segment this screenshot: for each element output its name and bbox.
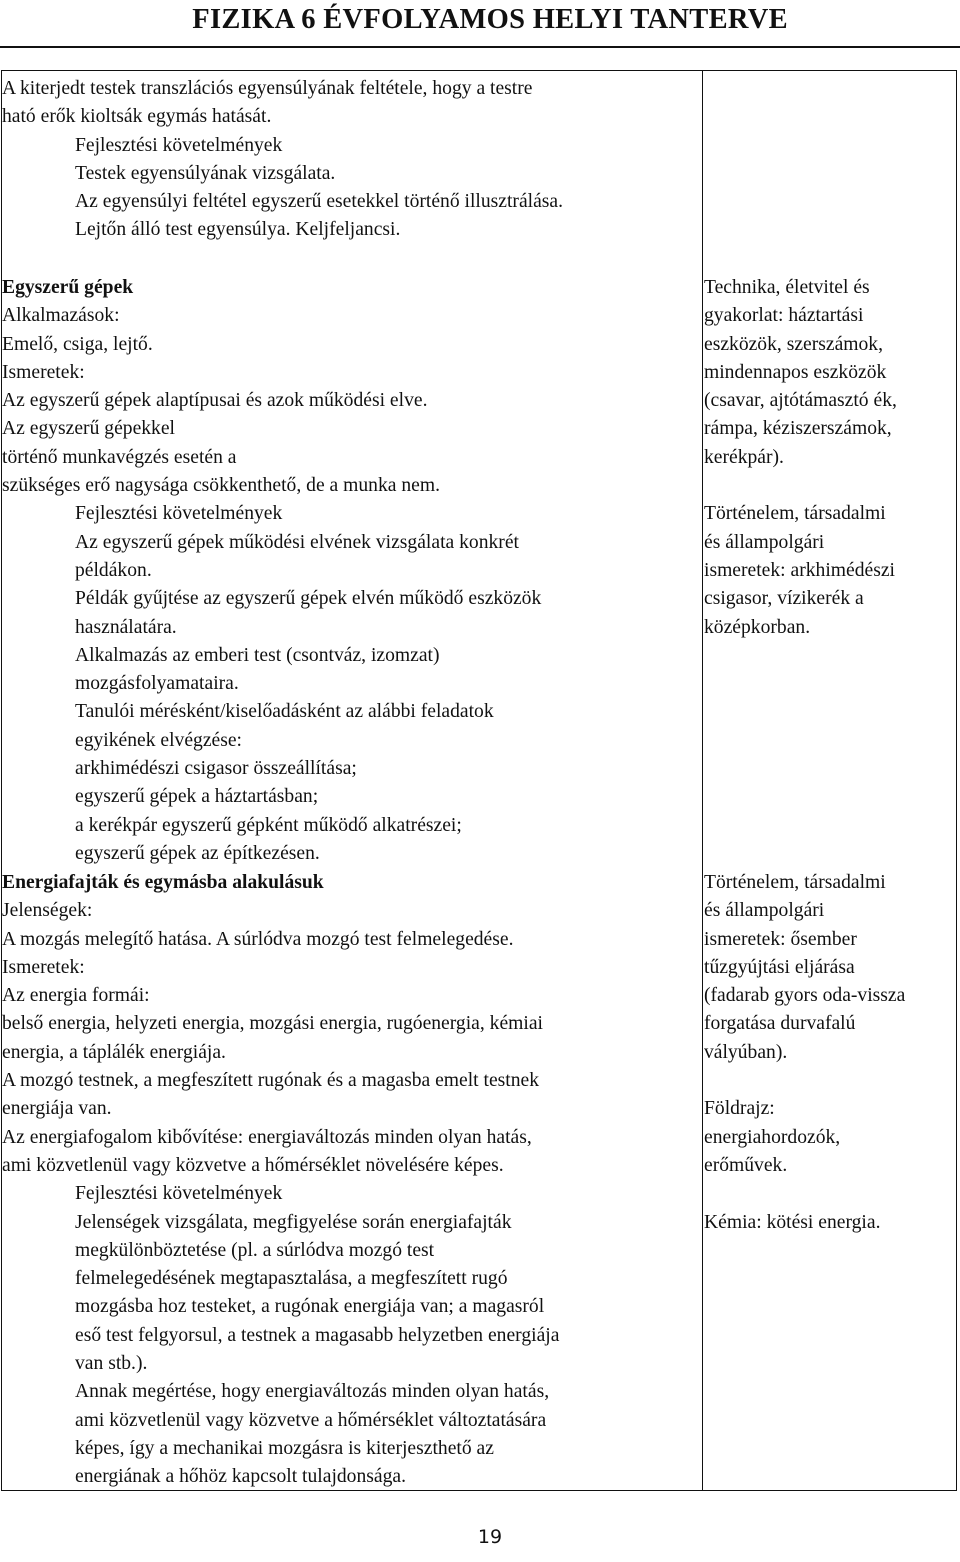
text-line: történő munkavégzés esetén a: [2, 446, 237, 468]
text-line: Technika, életvitel és: [704, 277, 870, 298]
text-line: egyikének elvégzése:: [75, 729, 243, 751]
text-line: Lejtőn álló test egyensúlya. Keljfeljancsi.: [75, 219, 401, 241]
text-line: Az energia formái:: [2, 985, 150, 1007]
cross-references-energy: [704, 869, 959, 1237]
text-line: tűzgyújtási eljárása: [704, 956, 855, 978]
text-line: Az egyszerű gépekkel: [2, 418, 175, 440]
page-header: [0, 0, 960, 50]
text-line: egyszerű gépek a háztartásban;: [75, 786, 319, 808]
text-line: a kerékpár egyszerű gépként működő alkatrészei;: [75, 814, 462, 836]
header-rule: [0, 46, 960, 48]
text-line: Ismeretek:: [2, 361, 85, 383]
spacer: [704, 472, 959, 500]
text-line: Annak megértése, hogy energiaváltozás minden olyan hatás,: [75, 1381, 550, 1403]
text-line: eső test felgyorsul, a testnek a magasabb helyzetben energiája: [75, 1324, 560, 1346]
text-line: középkorban.: [704, 616, 811, 638]
text-line: energiának a hőhöz kapcsolt tulajdonsága.: [75, 1466, 406, 1488]
section-transl-equilibrium: [2, 75, 700, 245]
text-line: mindennapos eszközök: [704, 361, 887, 383]
text-line: Tanulói mérésként/kiselőadásként az alábbi feladatok: [75, 701, 494, 723]
section-heading: Energiafajták és egymásba alakulásuk: [2, 872, 324, 893]
text-line: energiája van.: [2, 1098, 112, 1120]
text-line: Példák gyűjtése az egyszerű gépek elvén működő eszközök: [75, 588, 542, 610]
text-line: ismeretek: arkhimédészi: [704, 559, 895, 581]
text-line: A kiterjedt testek transzlációs egyensúlyának feltétele, hogy a testre: [2, 78, 533, 99]
text-line: Kémia: kötési energia.: [704, 1211, 881, 1233]
text-line: ható erők kioltsák egymás hatását.: [2, 106, 272, 128]
text-line: használatára.: [75, 616, 177, 638]
text-line: Alkalmazások:: [2, 305, 120, 327]
document-title: FIZIKA 6 ÉVFOLYAMOS HELYI TANTERVE: [192, 4, 788, 35]
text-line: képes, így a mechanikai mozgásra is kiterjeszthető az: [75, 1437, 494, 1459]
text-line: (csavar, ajtótámasztó ék,: [704, 390, 897, 412]
cross-references-simple-machines: [704, 274, 959, 642]
text-line: Az egyszerű gépek alaptípusai és azok működési elve.: [2, 390, 428, 412]
text-line: energiahordozók,: [704, 1126, 841, 1148]
text-line: csigasor, vízikerék a: [704, 588, 864, 610]
text-line: Jelenségek:: [2, 900, 93, 922]
text-line: belső energia, helyzeti energia, mozgási energia, rugóenergia, kémiai: [2, 1013, 543, 1035]
text-line: rámpa, kéziszerszámok,: [704, 418, 892, 440]
curriculum-table: [1, 70, 957, 1491]
text-line: eszközök, szerszámok,: [704, 333, 883, 355]
section-energy-types: [2, 869, 700, 1492]
column-divider: [702, 71, 703, 1490]
text-line: Ismeretek:: [2, 956, 85, 978]
text-line: A mozgás melegítő hatása. A súrlódva mozgó test felmelegedése.: [2, 928, 514, 950]
section-simple-machines: [2, 274, 700, 868]
text-line: ami közvetlenül vagy közvetve a hőmérséklet változtatására: [75, 1409, 547, 1431]
text-line: mozgásfolyamataira.: [75, 673, 239, 695]
text-line: Történelem, társadalmi: [704, 872, 886, 893]
text-line: Az energiafogalom kibővítése: energiaváltozás minden olyan hatás,: [2, 1126, 532, 1148]
text-line: Jelenségek vizsgálata, megfigyelése során energiafajták: [75, 1211, 512, 1233]
text-line: Fejlesztési követelmények: [75, 134, 283, 156]
text-line: Fejlesztési követelmények: [75, 1183, 283, 1205]
spacer: [704, 1067, 959, 1095]
text-line: példákon.: [75, 559, 152, 581]
text-line: Alkalmazás az emberi test (csontváz, izomzat): [75, 644, 440, 666]
text-line: Az egyensúlyi feltétel egyszerű esetekkel történő illusztrálása.: [75, 191, 564, 213]
text-line: vályúban).: [704, 1041, 788, 1063]
text-line: (fadarab gyors oda-vissza: [704, 985, 906, 1007]
text-line: egyszerű gépek az építkezésen.: [75, 842, 320, 864]
text-line: van stb.).: [75, 1353, 148, 1375]
text-line: erőművek.: [704, 1154, 788, 1176]
text-line: A mozgó testnek, a megfeszített rugónak és a magasba emelt testnek: [2, 1070, 540, 1092]
text-line: felmelegedésének megtapasztalása, a megfeszített rugó: [75, 1268, 508, 1290]
text-line: ami közvetlenül vagy közvetve a hőmérséklet növelésére képes.: [2, 1154, 504, 1176]
text-line: Emelő, csiga, lejtő.: [2, 333, 153, 355]
text-line: ismeretek: ősember: [704, 928, 857, 950]
text-line: forgatása durvafalú: [704, 1013, 856, 1035]
text-line: Fejlesztési követelmények: [75, 503, 283, 525]
text-line: Testek egyensúlyának vizsgálata.: [75, 162, 336, 184]
text-line: megkülönböztetése (pl. a súrlódva mozgó test: [75, 1239, 435, 1261]
page-number: 19: [477, 1526, 503, 1548]
text-line: Földrajz:: [704, 1098, 775, 1120]
spacer: [704, 1180, 959, 1208]
text-line: és állampolgári: [704, 531, 825, 553]
text-line: mozgásba hoz testeket, a rugónak energiája van; a magasról: [75, 1296, 545, 1318]
text-line: kerékpár).: [704, 446, 784, 468]
text-line: Az egyszerű gépek működési elvének vizsgálata konkrét: [75, 531, 519, 553]
text-line: Történelem, társadalmi: [704, 503, 886, 525]
section-heading: Egyszerű gépek: [2, 277, 134, 298]
text-line: energia, a táplálék energiája.: [2, 1041, 226, 1063]
text-line: arkhimédészi csigasor összeállítása;: [75, 758, 357, 780]
text-line: gyakorlat: háztartási: [704, 305, 864, 327]
text-line: és állampolgári: [704, 900, 825, 922]
text-line: szükséges erő nagysága csökkenthető, de a munka nem.: [2, 475, 440, 497]
